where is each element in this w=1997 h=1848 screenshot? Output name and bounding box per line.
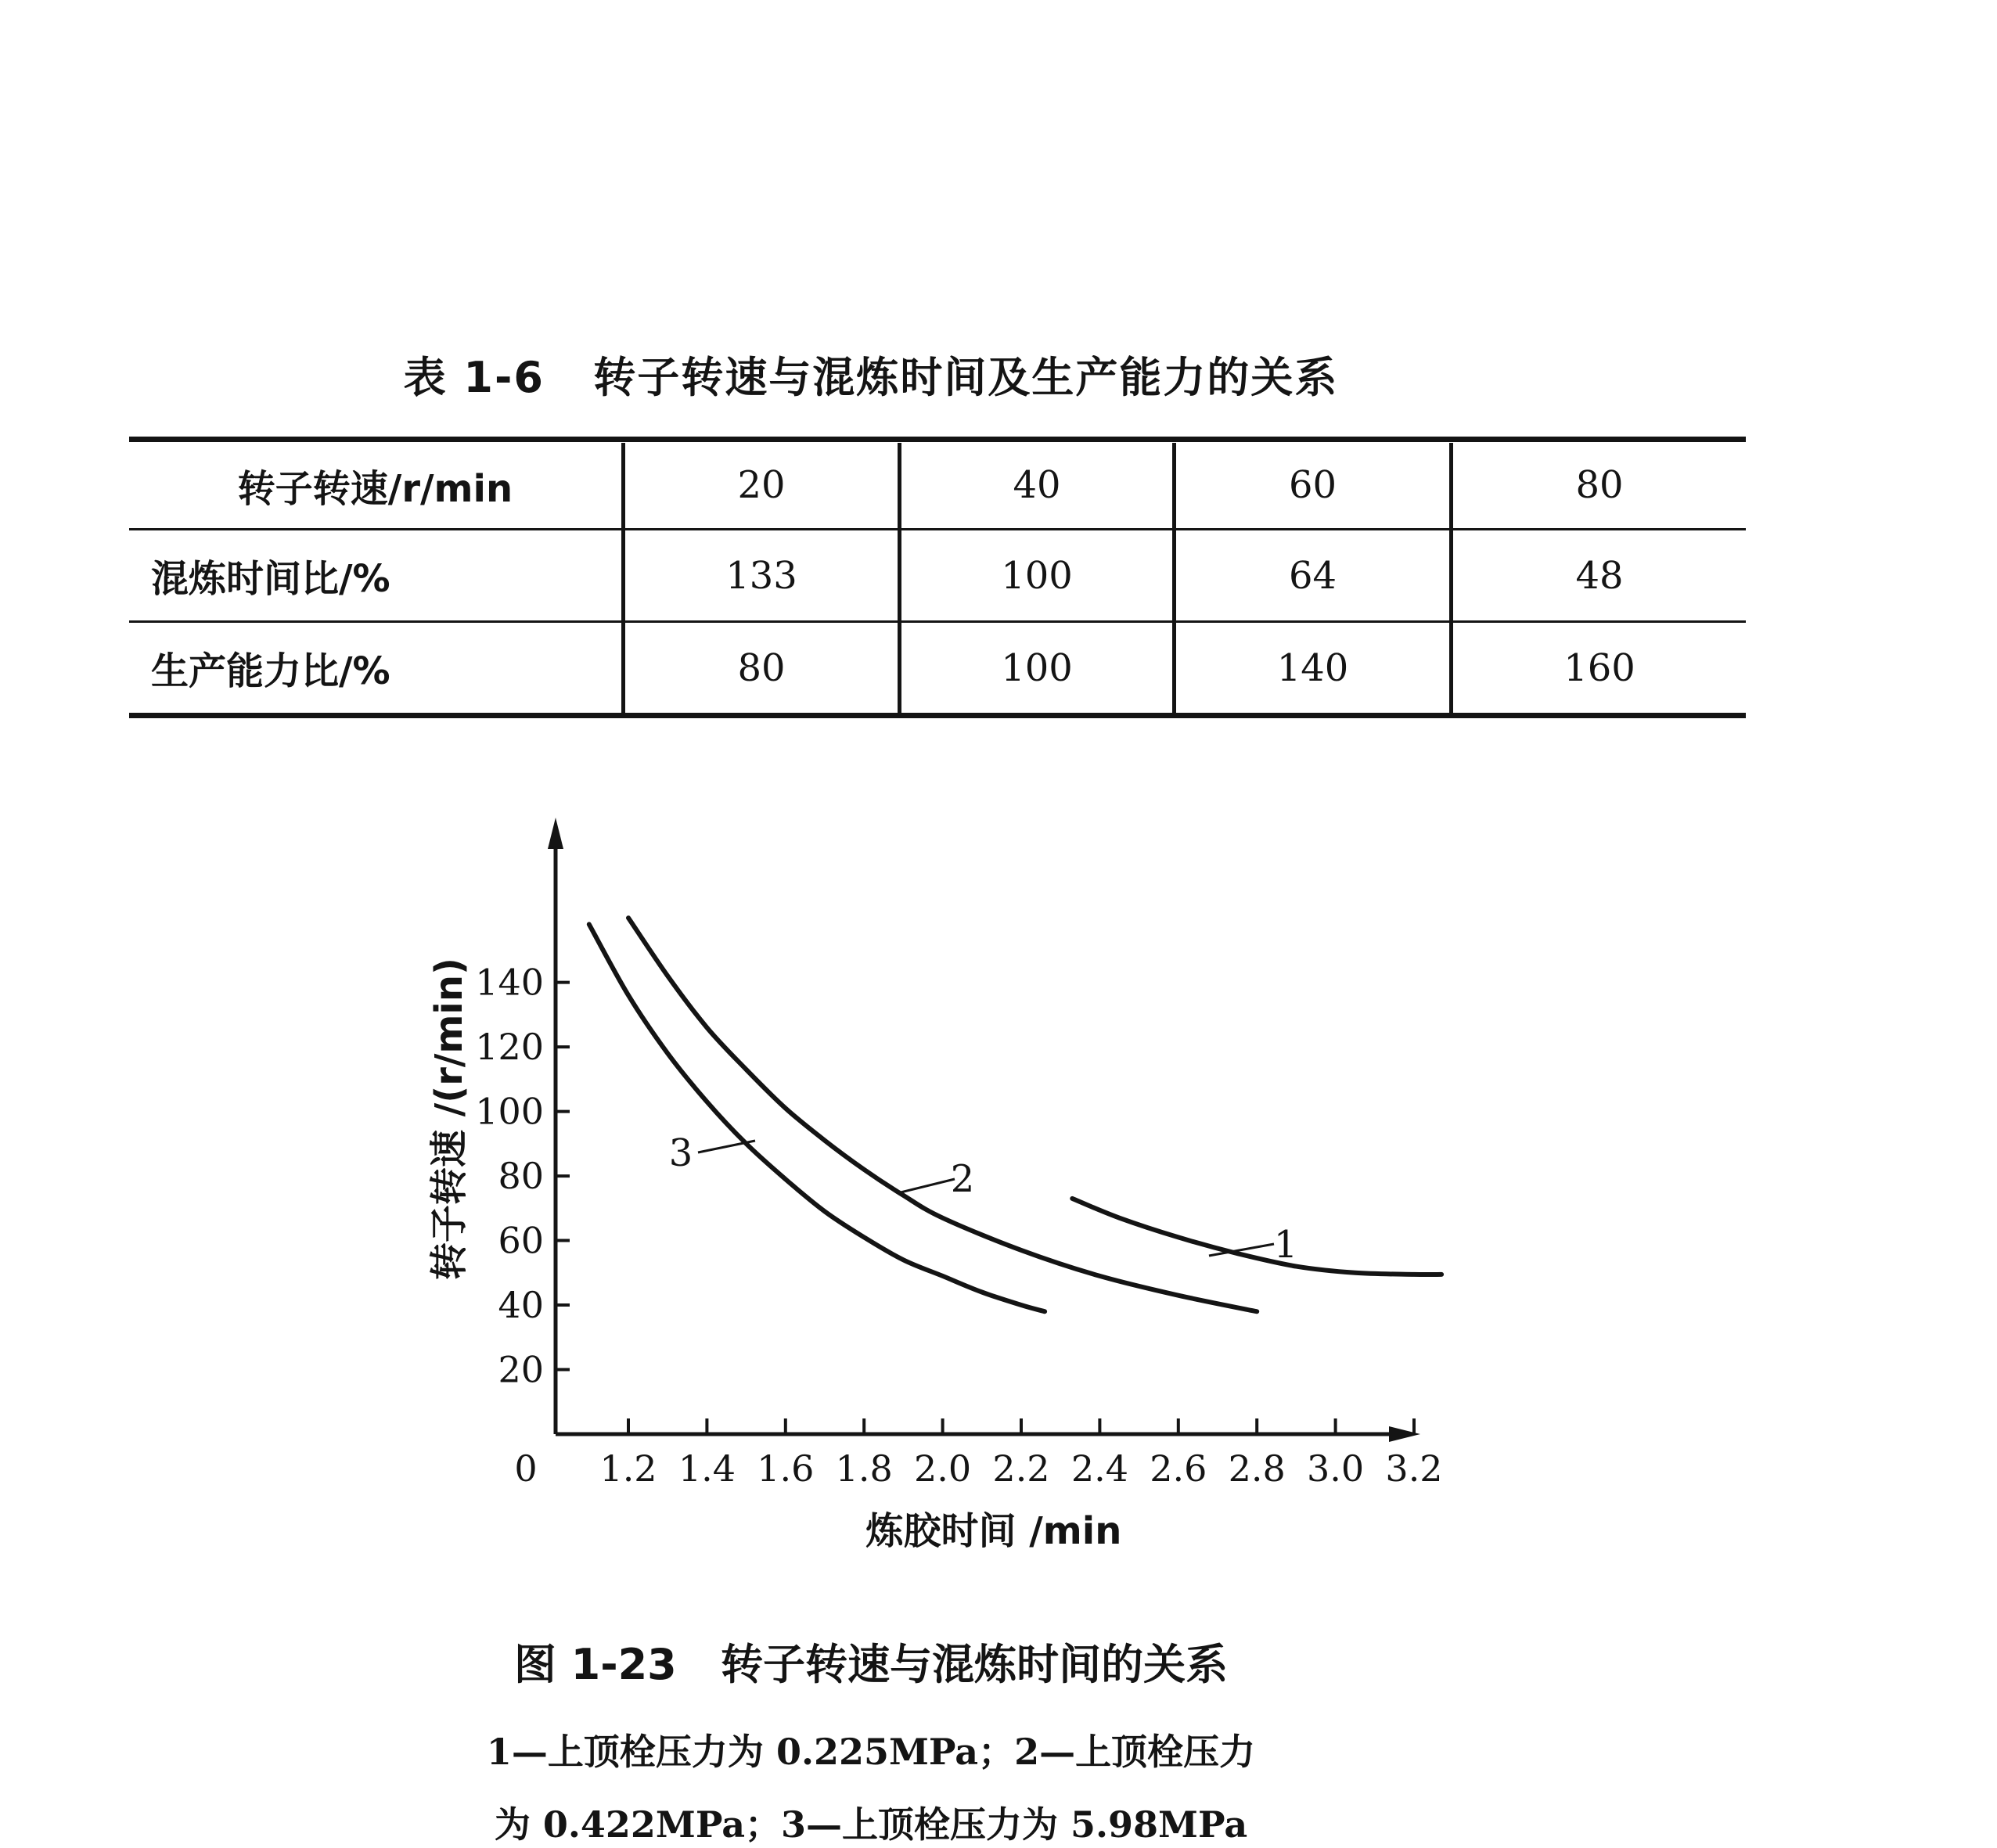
series-line-1 [1072, 1199, 1441, 1275]
x-tick-label: 2.8 [1228, 1447, 1286, 1490]
table-title: 表 1-6 转子转速与混炼时间及生产能力的关系 [403, 353, 1339, 402]
row-header-capacity: 生产能力比/% [151, 649, 390, 693]
y-axis-title: 转子转速 /(r/min) [427, 958, 471, 1280]
chart-labels [427, 958, 1443, 1553]
x-tick-label: 1.4 [678, 1447, 736, 1490]
y-axis-arrow [548, 818, 563, 849]
x-tick-label: 3.0 [1307, 1447, 1365, 1490]
y-tick-label: 40 [498, 1284, 544, 1327]
origin-label: 0 [514, 1447, 538, 1490]
series-label: 2 [950, 1157, 975, 1201]
y-tick-label: 120 [475, 1026, 544, 1069]
table-cell: 160 [1563, 645, 1635, 690]
x-tick-label: 2.4 [1070, 1447, 1128, 1490]
table-cell: 80 [737, 645, 786, 690]
x-tick-label: 1.6 [757, 1447, 815, 1490]
table-cell: 20 [737, 463, 786, 507]
figure-title: 图 1-23 转子转速与混炼时间的关系 [513, 1640, 1229, 1689]
x-tick-label: 3.2 [1385, 1447, 1443, 1490]
x-tick-label: 2.2 [992, 1447, 1050, 1490]
table-cell: 100 [1001, 645, 1073, 690]
x-tick-label: 2.6 [1150, 1447, 1207, 1490]
series-line-3 [589, 924, 1045, 1311]
table-cell: 100 [1001, 553, 1073, 598]
row-header-mixing-time: 混炼时间比/% [151, 557, 390, 601]
figure-caption-line-2: 为 0.422MPa；3—上顶栓压力为 5.98MPa [494, 1803, 1248, 1846]
x-tick-label: 1.2 [599, 1447, 657, 1490]
chart-series [589, 918, 1441, 1311]
table-cell: 48 [1575, 553, 1624, 598]
x-tick-label: 2.0 [914, 1447, 972, 1490]
table-cell: 60 [1288, 463, 1337, 507]
y-tick-label: 60 [498, 1219, 544, 1262]
table-cell: 40 [1013, 463, 1061, 507]
table-cell: 140 [1276, 645, 1349, 690]
x-tick-label: 1.8 [835, 1447, 893, 1490]
x-axis-title: 炼胶时间 /min [865, 1509, 1122, 1553]
table-cell: 133 [725, 553, 797, 598]
figure-caption-line-1: 1—上顶栓压力为 0.225MPa；2—上顶栓压力 [486, 1731, 1256, 1773]
table-cell: 80 [1575, 463, 1624, 507]
table-cell: 64 [1288, 553, 1337, 598]
series-callout-line [898, 1179, 955, 1193]
series-label: 3 [668, 1131, 693, 1175]
y-tick-label: 20 [498, 1348, 544, 1391]
y-tick-label: 80 [498, 1155, 544, 1198]
y-tick-label: 140 [475, 961, 544, 1004]
y-tick-label: 100 [475, 1090, 544, 1133]
row-header-rotor-speed: 转子转速/r/min [237, 466, 513, 511]
series-line-2 [628, 918, 1257, 1311]
series-label: 1 [1273, 1223, 1298, 1267]
chart-axes [548, 818, 1420, 1442]
